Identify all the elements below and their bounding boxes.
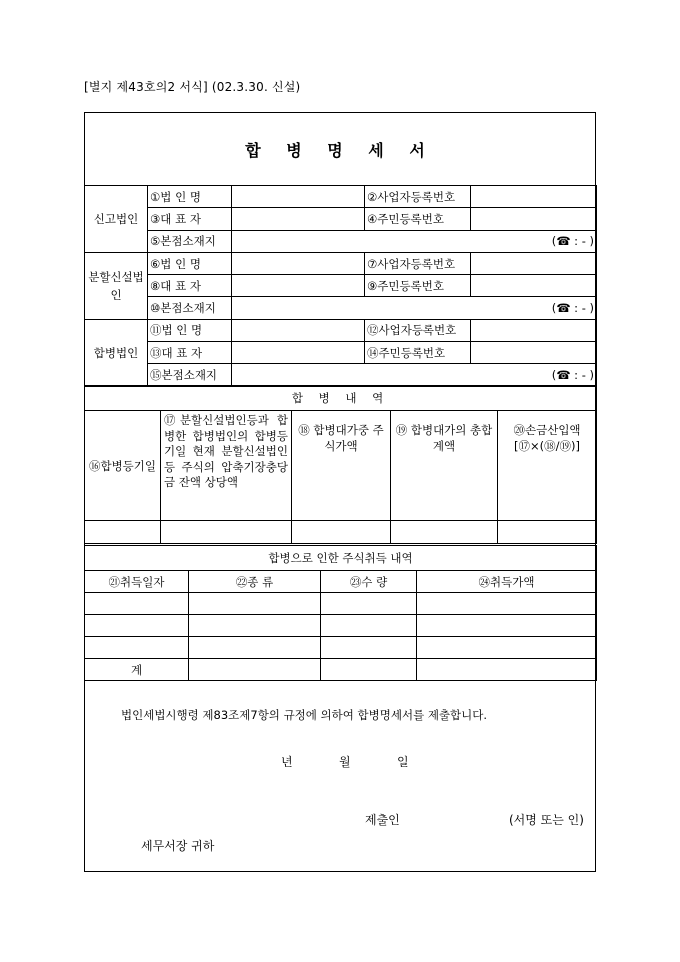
value-cell[interactable] <box>321 593 417 615</box>
value-cell[interactable] <box>471 342 597 364</box>
value-cell[interactable] <box>232 186 365 208</box>
value-cell[interactable] <box>85 637 189 659</box>
row-label: ⑧대 표 자 <box>148 275 232 297</box>
value-cell[interactable] <box>189 593 321 615</box>
row-label: ⑮본점소재지 <box>148 364 232 386</box>
value-cell[interactable] <box>321 637 417 659</box>
recipient-label: 세무서장 귀하 <box>141 839 215 853</box>
group-label-split: 분할신설법인 <box>85 252 148 319</box>
value-cell[interactable] <box>232 252 365 274</box>
value-cell[interactable] <box>321 659 417 681</box>
row-label: ⑪법 인 명 <box>148 319 232 341</box>
address-cell[interactable] <box>232 230 597 252</box>
row-label: ②사업자등록번호 <box>365 186 471 208</box>
phone-placeholder: (☎ : - ) <box>551 368 594 383</box>
merger-statement-form <box>84 112 596 872</box>
form-title: 합 병 명 세 서 <box>85 113 595 186</box>
declaration-text: 법인세법시행령 제83조제7항의 규정에 의하여 합병명세서를 제출합니다. <box>121 708 488 722</box>
group-label-merging: 합병법인 <box>85 319 148 386</box>
address-cell[interactable] <box>232 297 597 319</box>
address-cell[interactable] <box>232 364 597 386</box>
value-cell[interactable] <box>189 659 321 681</box>
value-cell[interactable] <box>189 637 321 659</box>
row-label: ①법 인 명 <box>148 186 232 208</box>
row-label: ⑥법 인 명 <box>148 252 232 274</box>
date-day: 일 <box>397 755 409 769</box>
col-total-consideration: ⑲ 합병대가의 총합계액 <box>391 411 498 521</box>
form-number-note: [별지 제43호의2 서식] (02.3.30. 신설) <box>84 80 301 94</box>
acquisition-table <box>84 545 597 681</box>
value-cell[interactable] <box>471 319 597 341</box>
value-cell[interactable] <box>189 615 321 637</box>
row-label: ④주민등록번호 <box>365 208 471 230</box>
corporation-info-table <box>84 185 597 387</box>
value-cell[interactable] <box>417 659 597 681</box>
row-label: ⑬대 표 자 <box>148 342 232 364</box>
value-cell[interactable] <box>417 637 597 659</box>
value-cell[interactable] <box>471 208 597 230</box>
value-cell[interactable] <box>321 615 417 637</box>
row-label: ⑩본점소재지 <box>148 297 232 319</box>
total-label: 계 <box>85 659 189 681</box>
row-label: ⑭주민등록번호 <box>365 342 471 364</box>
value-cell[interactable] <box>232 275 365 297</box>
row-label: ⑫사업자등록번호 <box>365 319 471 341</box>
merger-details-table <box>84 385 597 544</box>
value-cell[interactable] <box>471 275 597 297</box>
value-cell[interactable] <box>232 342 365 364</box>
col-type: ㉒종 류 <box>189 571 321 593</box>
value-cell[interactable] <box>417 615 597 637</box>
col-acquisition-price: ㉔취득가액 <box>417 571 597 593</box>
value-cell[interactable] <box>161 521 292 544</box>
row-label: ⑤본점소재지 <box>148 230 232 252</box>
col-book-value: ⑰분할신설법인등과 합병한 합병법인의 합병등기일 현재 분할신설법인등 주식의 압축기장충당금 잔액 상당액 <box>161 411 292 521</box>
signature-label: (서명 또는 인) <box>509 813 584 827</box>
col-stock-value: ⑱ 합병대가중 주식가액 <box>292 411 391 521</box>
value-cell[interactable] <box>498 521 597 544</box>
value-cell[interactable] <box>85 521 161 544</box>
value-cell[interactable] <box>292 521 391 544</box>
value-cell[interactable] <box>471 252 597 274</box>
date-month: 월 <box>339 755 351 769</box>
row-label: ⑨주민등록번호 <box>365 275 471 297</box>
col-registration-date: ⑯합병등기일 <box>85 411 161 521</box>
value-cell[interactable] <box>85 615 189 637</box>
phone-placeholder: (☎ : - ) <box>551 234 594 249</box>
value-cell[interactable] <box>232 208 365 230</box>
col-quantity: ㉓수 량 <box>321 571 417 593</box>
phone-placeholder: (☎ : - ) <box>551 301 594 316</box>
merger-details-heading: 합 병 내 역 <box>85 386 597 411</box>
group-label-reporting: 신고법인 <box>85 186 148 253</box>
row-label: ③대 표 자 <box>148 208 232 230</box>
value-cell[interactable] <box>471 186 597 208</box>
col-acquisition-date: ㉑취득일자 <box>85 571 189 593</box>
value-cell[interactable] <box>391 521 498 544</box>
value-cell[interactable] <box>417 593 597 615</box>
value-cell[interactable] <box>85 593 189 615</box>
submitter-label: 제출인 <box>365 813 400 827</box>
value-cell[interactable] <box>232 319 365 341</box>
col-deductible-amount: ⑳손금산입액 [⑰×(⑱/⑲)] <box>498 411 597 521</box>
date-year: 년 <box>281 755 293 769</box>
row-label: ⑦사업자등록번호 <box>365 252 471 274</box>
acquisition-heading: 합병으로 인한 주식취득 내역 <box>85 546 597 571</box>
